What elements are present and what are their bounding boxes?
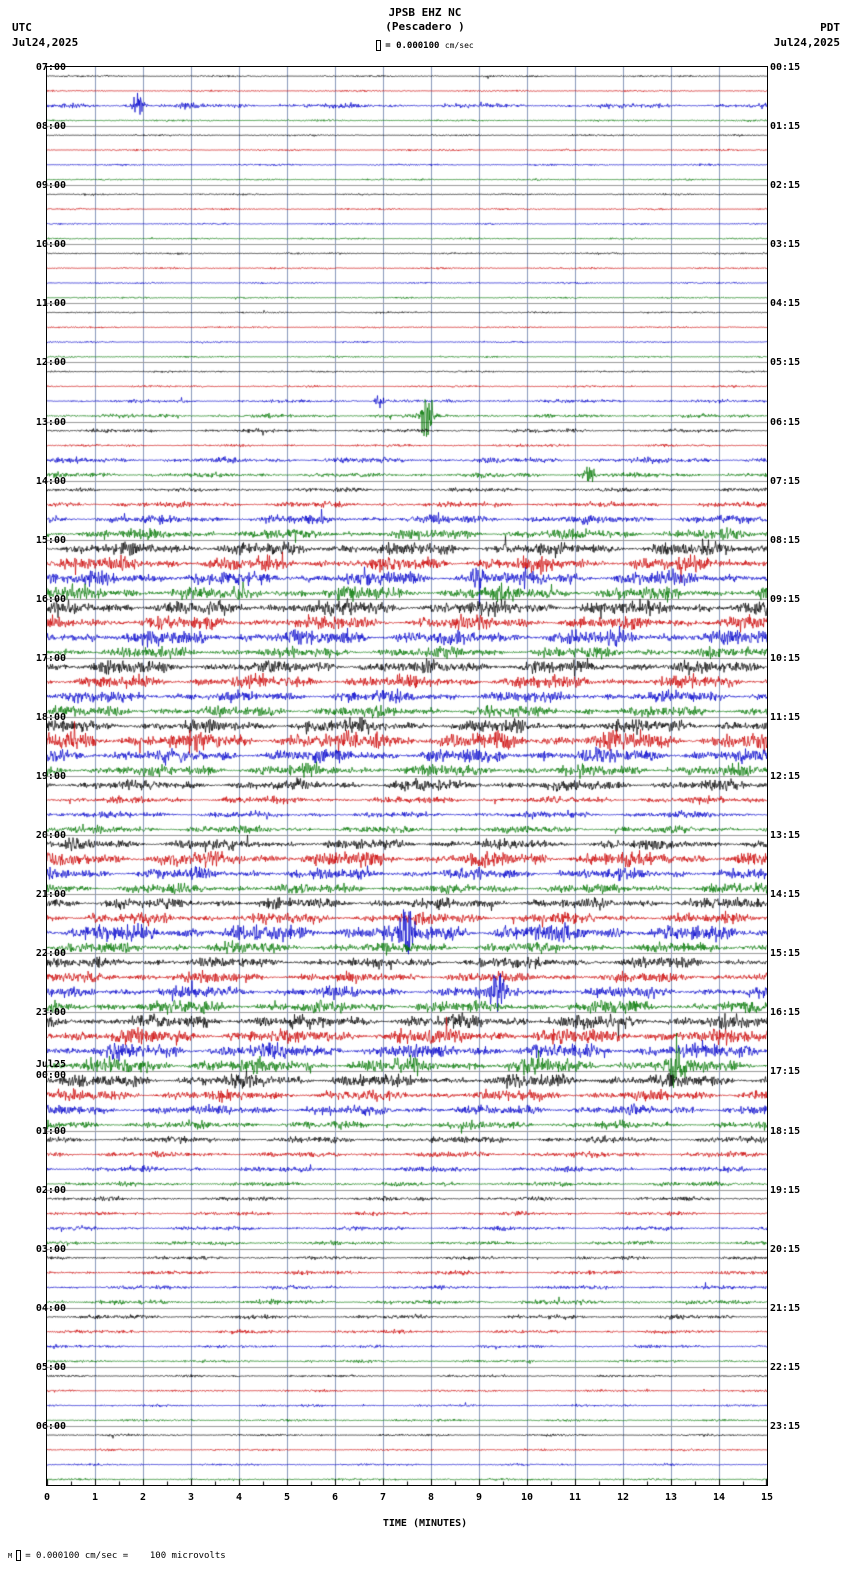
left-time-label: 06:00 (35, 1420, 66, 1432)
left-time-label: 07:00 (35, 62, 66, 73)
left-time-label: 18:00 (35, 711, 66, 723)
left-time-label: 14:00 (35, 475, 66, 487)
x-tick-label: 2 (139, 1492, 147, 1503)
footer-scale-bar-icon (16, 1550, 21, 1561)
seismic-traces (47, 67, 767, 1485)
station-line: JPSB EHZ NC (388, 6, 462, 19)
right-time-label: 05:15 (770, 357, 801, 369)
left-time-label: 16:00 (35, 593, 66, 605)
right-time-label: 17:15 (770, 1066, 801, 1078)
left-time-label: 04:00 (35, 1302, 66, 1314)
footer-prefix: M (8, 1552, 13, 1560)
x-tick-label: 10 (520, 1492, 534, 1503)
right-time-label: 00:15 (770, 62, 801, 73)
timezone-left-label: UTC (12, 21, 32, 34)
x-tick-label: 1 (91, 1492, 99, 1503)
location-line: (Pescadero ) (385, 20, 465, 33)
left-time-label: 01:00 (35, 1125, 66, 1137)
left-time-label: 23:00 (35, 1007, 66, 1019)
left-time-label: 10:00 (35, 239, 66, 251)
x-tick-label: 9 (475, 1492, 483, 1503)
left-time-label: 20:00 (35, 830, 66, 842)
right-time-label: 12:15 (770, 771, 801, 782)
right-time-label: 03:15 (770, 239, 801, 251)
left-time-label: 02:00 (35, 1184, 66, 1196)
scale-unit: cm/sec (444, 41, 474, 50)
footer-text-right: 100 microvolts (149, 1551, 226, 1561)
left-time-label: 15:00 (35, 534, 66, 546)
right-time-label: 01:15 (770, 121, 801, 133)
right-time-label: 04:15 (770, 298, 801, 310)
right-time-label: 08:15 (770, 534, 801, 546)
left-time-label: 22:00 (35, 948, 66, 960)
left-time-label: 05:00 (35, 1361, 66, 1373)
x-tick-label: 4 (235, 1492, 243, 1503)
x-tick-label: 6 (331, 1492, 339, 1503)
x-tick-label: 5 (283, 1492, 291, 1503)
left-time-label: 08:00 (35, 121, 66, 133)
right-time-label: 02:15 (770, 180, 801, 192)
left-time-label: 19:00 (35, 771, 66, 782)
left-time-label: 12:00 (35, 357, 66, 369)
date-right-label: Jul24,2025 (773, 36, 840, 49)
x-tick-label: 14 (712, 1492, 726, 1503)
x-tick-label: 11 (568, 1492, 582, 1503)
right-time-label: 20:15 (770, 1243, 801, 1255)
left-time-label: 09:00 (35, 180, 66, 192)
scale-bar-note (0, 40, 850, 51)
right-time-label: 06:15 (770, 416, 801, 428)
left-time-label: Jul25 00:00 (35, 1059, 66, 1082)
x-tick-label: 13 (664, 1492, 678, 1503)
left-time-label: 17:00 (35, 652, 66, 664)
date-left-label: Jul24,2025 (12, 36, 79, 49)
scale-bar-icon (376, 40, 381, 51)
right-time-label: 18:15 (770, 1125, 801, 1137)
x-tick-label: 12 (616, 1492, 630, 1503)
helicorder-plot[interactable] (46, 66, 768, 1486)
left-time-label: 21:00 (35, 889, 66, 901)
right-time-label: 22:15 (770, 1361, 801, 1373)
x-tick-label: 0 (43, 1492, 51, 1503)
x-axis-title: TIME (MINUTES) (382, 1518, 468, 1529)
x-tick-label: 7 (379, 1492, 387, 1503)
right-time-label: 13:15 (770, 830, 801, 842)
scale-value: = 0.000100 (385, 41, 440, 51)
right-time-label: 09:15 (770, 593, 801, 605)
x-tick-label: 8 (427, 1492, 435, 1503)
left-time-label: 13:00 (35, 416, 66, 428)
right-time-label: 23:15 (770, 1420, 801, 1432)
footer-scale-note (8, 1550, 226, 1561)
footer-text-left: = 0.000100 cm/sec = (25, 1551, 129, 1561)
right-time-label: 16:15 (770, 1007, 801, 1019)
x-tick-label: 15 (760, 1492, 774, 1503)
right-time-label: 19:15 (770, 1184, 801, 1196)
left-time-label: 11:00 (35, 298, 66, 310)
right-time-label: 10:15 (770, 652, 801, 664)
right-time-label: 15:15 (770, 948, 801, 960)
right-time-label: 14:15 (770, 889, 801, 901)
chart-title-block (0, 6, 850, 34)
x-tick-label: 3 (187, 1492, 195, 1503)
right-time-label: 11:15 (770, 711, 801, 723)
left-time-label: 03:00 (35, 1243, 66, 1255)
right-time-label: 07:15 (770, 475, 801, 487)
timezone-right-label: PDT (820, 21, 840, 34)
right-time-label: 21:15 (770, 1302, 801, 1314)
